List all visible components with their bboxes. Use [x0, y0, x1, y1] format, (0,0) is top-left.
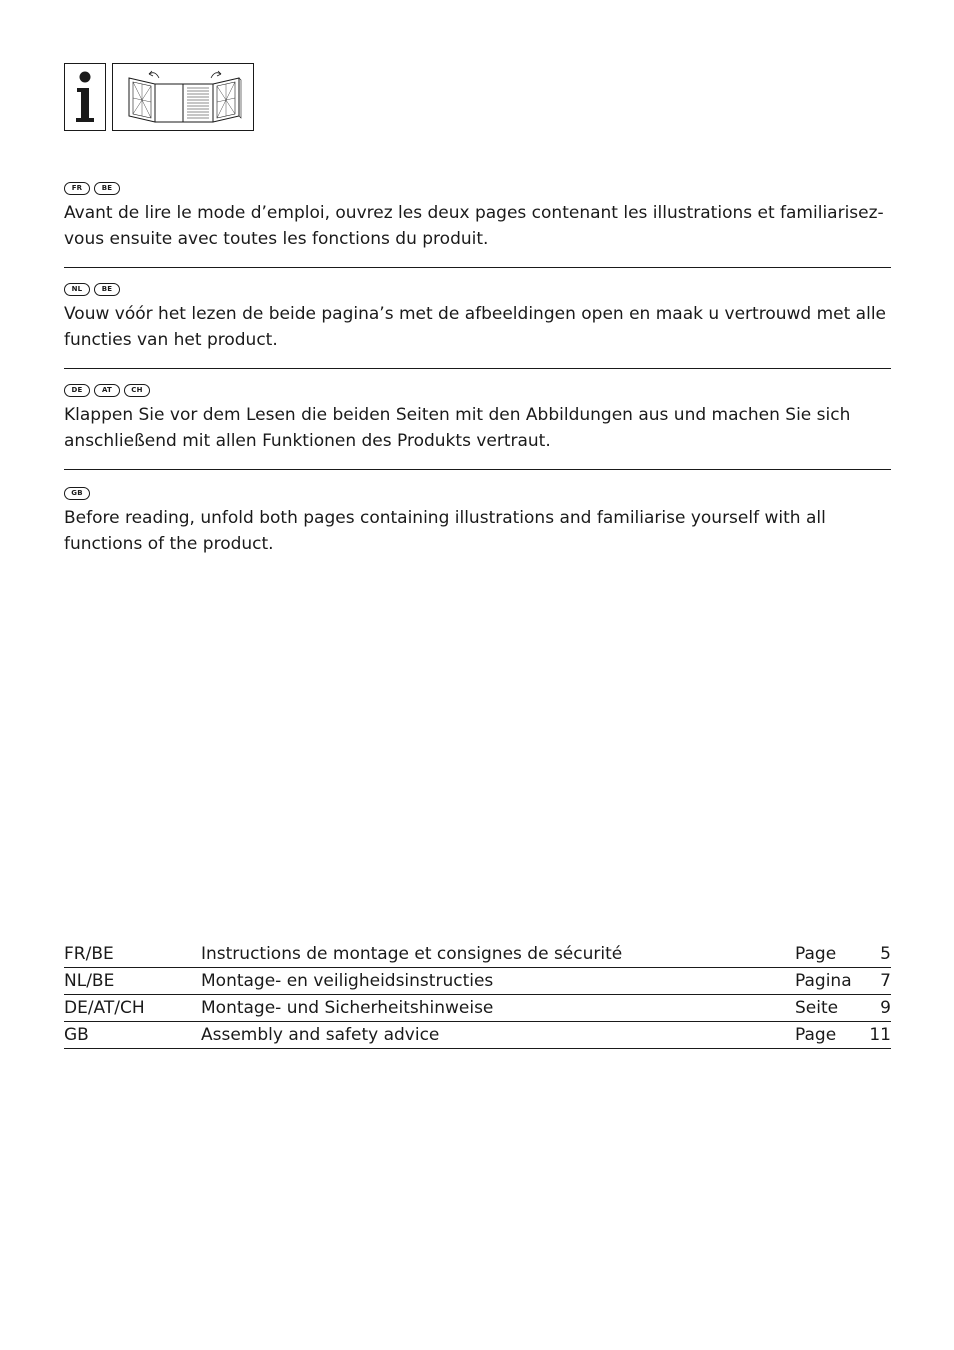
- section-text: Klappen Sie vor dem Lesen die beiden Seiten mit den Abbildungen aus und machen Sie sich anschließend mit allen Funktionen des Produkts vertraut.: [64, 405, 851, 451]
- country-badge: BE: [94, 182, 120, 195]
- info-i-glyph: [71, 68, 99, 126]
- toc-row-fr-be[interactable]: [64, 941, 891, 968]
- section-de-at-ch: [64, 384, 894, 454]
- toc-row-gb[interactable]: [64, 1022, 891, 1049]
- country-badge: DE: [64, 384, 90, 397]
- divider: [64, 368, 891, 369]
- toc-language-code: FR/BE: [64, 944, 114, 964]
- toc-title: Assembly and safety advice: [201, 1025, 440, 1045]
- toc-title: Montage- en veiligheidsinstructies: [201, 971, 494, 991]
- country-flags: [64, 487, 894, 501]
- toc-page-word: Pagina: [795, 971, 852, 991]
- toc-page-number: 9: [880, 998, 891, 1018]
- toc-title: Instructions de montage et consignes de sécurité: [201, 944, 623, 964]
- toc-language-code: NL/BE: [64, 971, 115, 991]
- divider: [64, 267, 891, 268]
- toc-page-word: Seite: [795, 998, 839, 1018]
- table-of-contents: [64, 941, 891, 1049]
- toc-page-number: 5: [880, 944, 891, 964]
- toc-page-word: Page: [795, 944, 837, 964]
- country-badge: BE: [94, 283, 120, 296]
- country-badge: AT: [94, 384, 120, 397]
- section-text: Before reading, unfold both pages containing illustrations and familiarise yourself with all functions of the product.: [64, 508, 826, 554]
- toc-page-number: 7: [880, 971, 891, 991]
- section-gb: [64, 487, 894, 557]
- toc-title: Montage- und Sicherheitshinweise: [201, 998, 494, 1018]
- toc-row-de-at-ch[interactable]: [64, 995, 891, 1022]
- toc-language-code: GB: [64, 1025, 89, 1045]
- country-badge: FR: [64, 182, 90, 195]
- country-badge: CH: [124, 384, 150, 397]
- country-flags: [64, 283, 894, 297]
- section-nl-be: [64, 283, 894, 353]
- divider: [64, 469, 891, 470]
- country-flags: [64, 384, 894, 398]
- section-text: Vouw vóór het lezen de beide pagina’s met de afbeeldingen open en maak u vertrouwd met alle functies van het product.: [64, 304, 887, 350]
- country-flags: [64, 182, 894, 196]
- toc-row-nl-be[interactable]: [64, 968, 891, 995]
- toc-page-number: 11: [869, 1025, 891, 1045]
- toc-language-code: DE/AT/CH: [64, 998, 145, 1018]
- section-fr-be: [64, 182, 894, 252]
- country-badge: NL: [64, 283, 90, 296]
- section-text: Avant de lire le mode d’emploi, ouvrez les deux pages contenant les illustrations et familiarisez-vous ensuite avec toutes les fonctions du produit.: [64, 203, 884, 249]
- fold-out-pages-icon: [112, 63, 254, 131]
- toc-page-word: Page: [795, 1025, 837, 1045]
- fold-out-illustration: [113, 64, 253, 130]
- country-badge: GB: [64, 487, 90, 500]
- info-icon: [64, 63, 106, 131]
